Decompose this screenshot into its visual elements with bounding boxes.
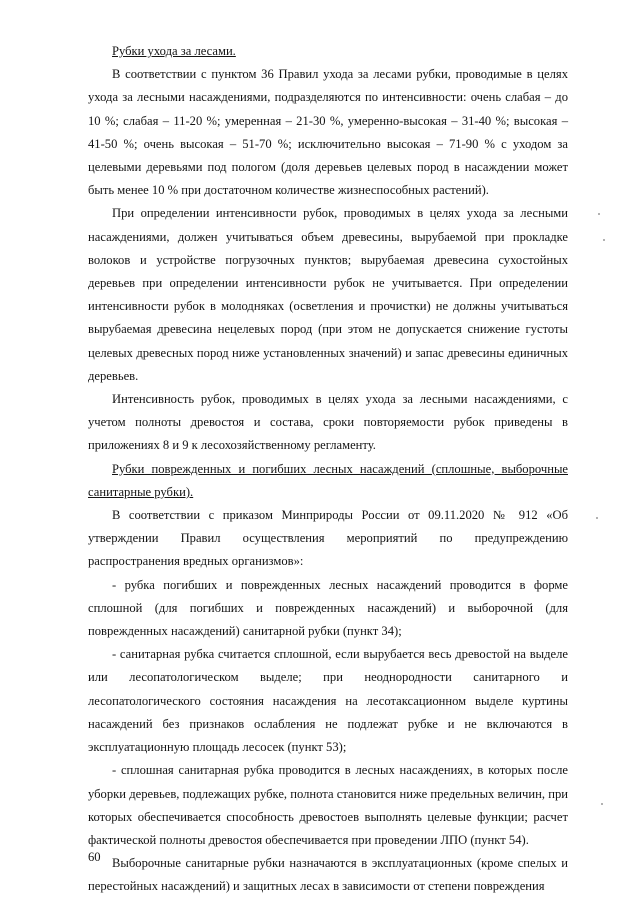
scan-speck bbox=[598, 213, 600, 215]
paragraph-ministry-order: В соответствии с приказом Минприроды России от 09.11.2020 № 912 «Об утверждении Правил осуществления мероприятий по предупреждению распространения вредных организмов»: bbox=[88, 508, 568, 569]
paragraph-appendix-reference: Интенсивность рубок, проводимых в целях ухода за лесными насаждениями, с учетом полноты древостоя и состава, сроки повторяемости рубок приведены в приложениях 8 и 9 к лесохозяйственному регламенту. bbox=[88, 392, 568, 453]
list-item-clear-sanitary-definition: - санитарная рубка считается сплошной, если вырубается весь древостой на выделе или лесопатологическом выделе; при неоднородности санитарного и лесопатологического состояния насаждения на лесотаксационном выделе куртины насаждений без признаков ослабления не подлежат рубке и не включаются в эксплуатационную площадь лесосек (пункт 53); bbox=[88, 647, 568, 755]
scan-speck bbox=[603, 239, 605, 241]
list-item-clear-and-selective: - рубка погибших и поврежденных лесных насаждений проводится в форме сплошной (для погибших и поврежденных насаждений) и выборочной (для поврежденных насаждений) санитарной рубки (пункт 34); bbox=[88, 577, 568, 639]
paragraph-intensity-classes: В соответствии с пунктом 36 Правил ухода за лесами рубки, проводимые в целях ухода за лесными насаждениями, подразделяются по интенсивности: очень слабая – до 10 %; слабая – 11-20 %; умеренная – 21-30 %, умеренно-высокая – 31-40 %; высокая – 41-50 %; очень высокая – 51-70 %; исключительно высокая – 71-90 % с уходом за целевыми деревьями под пологом (доля деревьев целевых пород в насаждении может быть менее 10 % при достаточном количестве жизнеспособных растений). bbox=[88, 67, 568, 198]
scan-speck bbox=[601, 803, 603, 805]
scan-speck bbox=[596, 517, 598, 519]
document-body bbox=[88, 40, 568, 899]
paragraph-selective-sanitary: Выборочные санитарные рубки назначаются в эксплуатационных (кроме спелых и перестойных насаждений) и защитных лесах в зависимости от степени повреждения bbox=[88, 856, 568, 894]
page-number: 60 bbox=[88, 850, 101, 864]
section-heading-sanitary-felling: Рубки поврежденных и погибших лесных насаждений (сплошные, выборочные санитарные рубки). bbox=[88, 461, 568, 499]
list-item-clear-sanitary-conditions: - сплошная санитарная рубка проводится в лесных насаждениях, в которых после уборки деревьев, подлежащих рубке, полнота становится ниже предельных величин, при которых обеспечивается способность древостоев выполнять целевые функции; расчет фактической полноты древостоя обеспечивается при проведении ЛПО (пункт 54). bbox=[88, 763, 568, 847]
paragraph-intensity-calculation: При определении интенсивности рубок, проводимых в целях ухода за лесными насаждениями, должен учитываться объем древесины, вырубаемой при прокладке волоков и устройстве погрузочных пунктов; вырубаемая древесина сухостойных деревьев при определении интенсивности рубок не учитывается. При определении интенсивности рубок в молодняках (осветления и прочистки) не должны учитываться вырубаемая древесина нецелевых пород (при этом не допускается снижение густоты целевых древесных пород ниже установленных значений) и запас древесины единичных деревьев. bbox=[88, 206, 568, 383]
section-heading-thinning: Рубки ухода за лесами. bbox=[112, 44, 236, 58]
